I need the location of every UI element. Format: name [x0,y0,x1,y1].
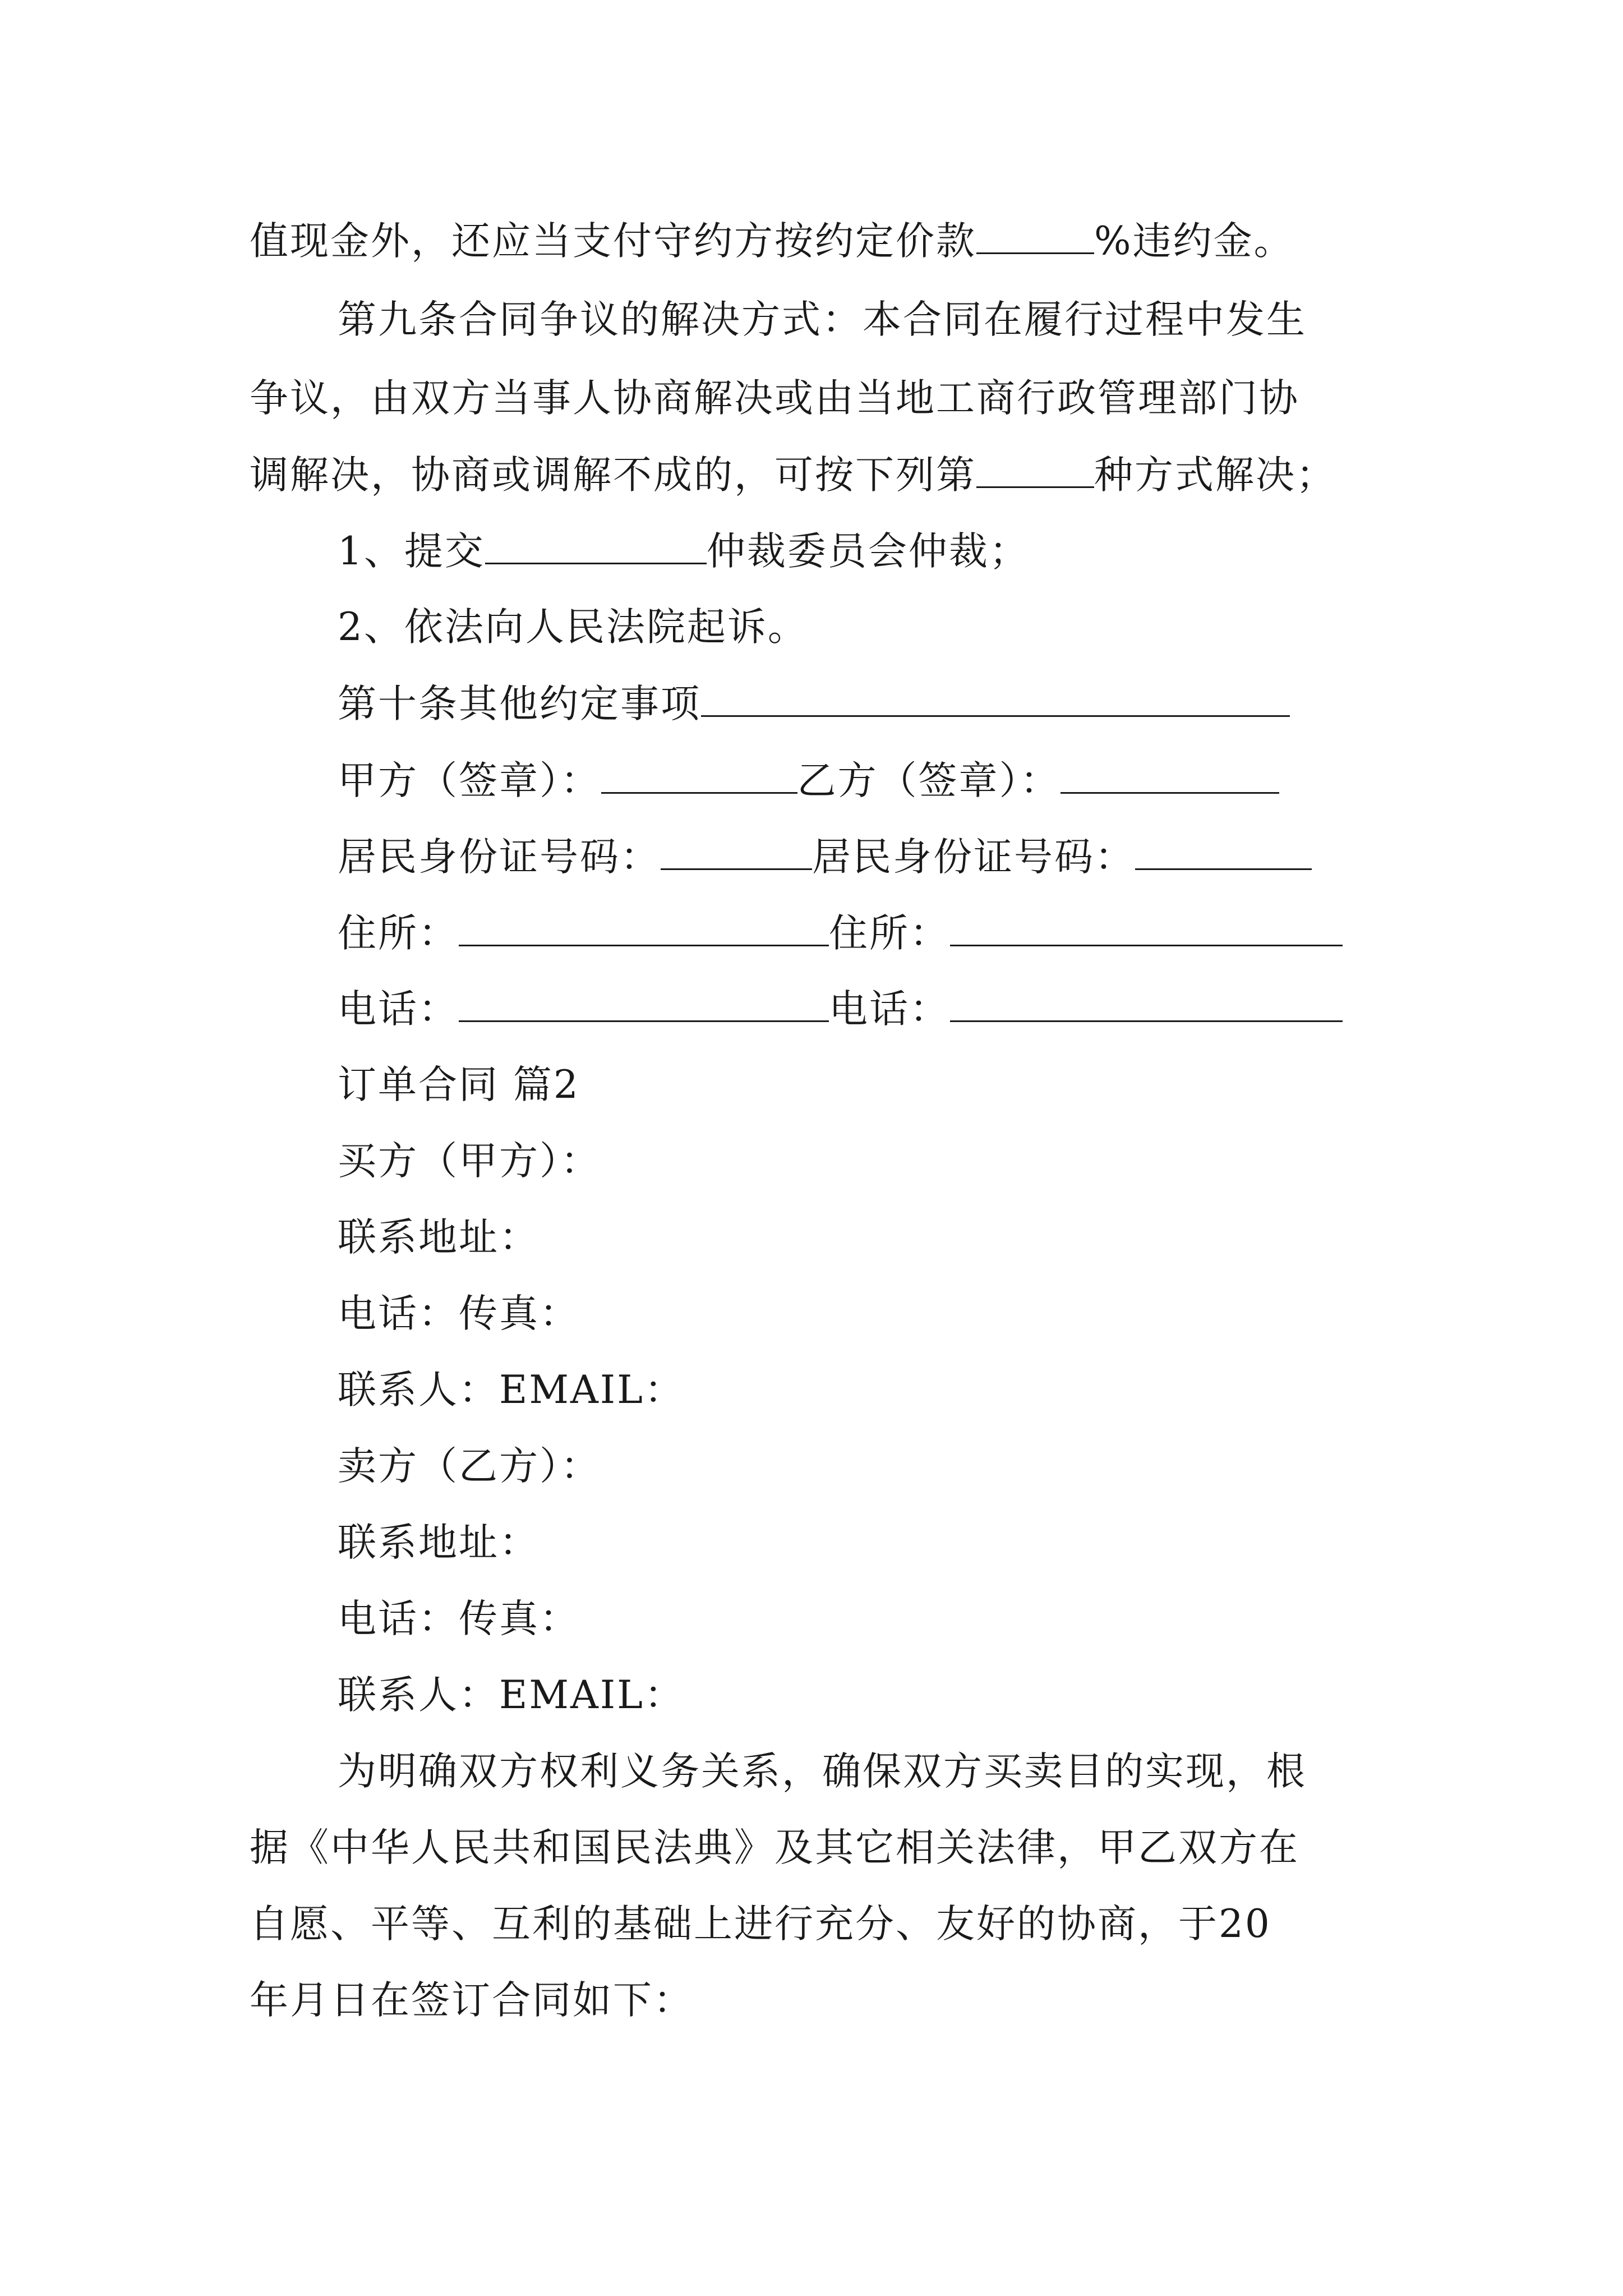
text-line-preamble-1: 为明确双方权利义务关系，确保双方买卖目的实现，根 [338,1749,1307,1794]
blank-party-b-address [950,910,1343,946]
blank-party-b-id [1135,834,1312,870]
text-line-article-9: 第九条合同争议的解决方式：本合同在履行过程中发生 [338,297,1307,342]
text-line-phones: 电话： 电话： [338,986,1343,1032]
text-line-buyer: 买方（甲方）： [338,1139,601,1184]
blank-other-matters [701,680,1290,717]
text-line-seller-contact: 联系人：EMAIL： [338,1673,685,1718]
text-line-option-2: 2、依法向人民法院起诉。 [338,605,808,650]
text-line-signatures: 甲方（签章）： 乙方（签章）： [338,757,1279,803]
blank-penalty-percent [976,218,1094,254]
blank-party-a-address [459,910,829,946]
text-line-buyer-phone: 电话：传真： [338,1291,580,1336]
text-line-preamble-3: 自愿、平等、互利的基础上进行充分、友好的协商，于20 [250,1902,1271,1947]
text-line-article-10: 第十条其他约定事项 [338,680,1290,726]
blank-party-b-phone [950,986,1343,1022]
text-line-option-1: 1、提交 仲裁委员会仲裁； [338,529,1030,574]
text-line-seller-phone: 电话：传真： [338,1596,580,1641]
text-line-id-numbers: 居民身份证号码： 居民身份证号码： [338,834,1312,880]
blank-party-a-signature [601,757,797,794]
blank-party-a-id [661,834,812,870]
section-title: 订单合同 篇2 [338,1062,580,1107]
blank-party-a-phone [459,986,829,1022]
text-line-penalty: 值现金外，还应当支付守约方按约定价款 %违约金。 [250,219,1294,264]
blank-party-b-signature [1061,757,1279,794]
text-line-seller-address: 联系地址： [338,1520,540,1565]
text-line-addresses: 住所： 住所： [338,910,1343,956]
text-line-resolution: 调解决，协商或调解不成的，可按下列第 种方式解决； [250,453,1336,498]
blank-resolution-option [976,452,1094,488]
text-line-dispute: 争议，由双方当事人协商解决或由当地工商行政管理部门协 [250,376,1299,421]
blank-arbitration-committee [485,528,707,564]
text-line-buyer-contact: 联系人：EMAIL： [338,1368,685,1412]
text-line-preamble-2: 据《中华人民共和国民法典》及其它相关法律，甲乙双方在 [250,1825,1299,1870]
text-line-preamble-4: 年月日在签订合同如下： [250,1978,694,2023]
text-line-seller: 卖方（乙方）： [338,1444,601,1489]
text-line-buyer-address: 联系地址： [338,1215,540,1260]
